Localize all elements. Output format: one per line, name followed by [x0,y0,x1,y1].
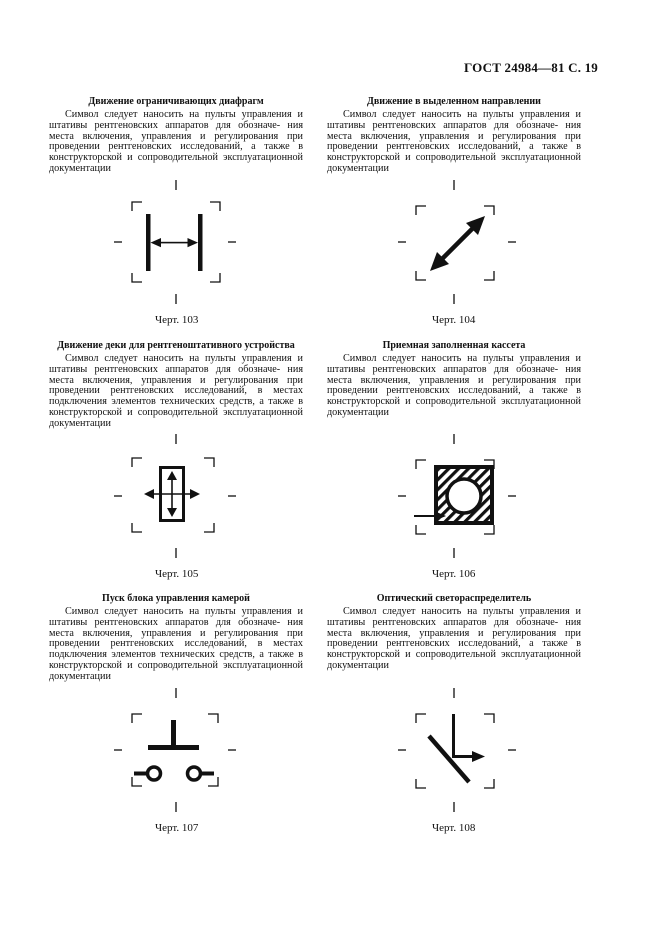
section-description: Символ следует наносить на пульты управления и штативы рентгеновских аппаратов для обозначе- ния места включения, управления и регулирования при проведении рентгеновских исследований, в местах подключения элементов технических средств, а также в конструкторской и сопроводительной эксплуатационной документации [49,606,304,682]
section-title: Оптический светораспределитель [376,593,532,604]
section-105 [49,340,303,430]
section-description: Символ следует наносить на пульты управления и штативы рентгеновских аппаратов для обозначе- ния места включения, управления и регулирования при проведении рентгеновских исследований, а также в конструкторской и сопроводительной эксплуатационной документации [327,606,582,671]
page-header: ГОСТ 24984—81 С. 19 [464,60,598,75]
section-description: Символ следует наносить на пульты управления и штативы рентгеновских аппаратов для обозначе- ния места включения, управления и регулирования при проведении рентгеновских исследований, а также в конструкторской и сопроводительной эксплуатационной документации [327,353,582,418]
section-103 [49,96,303,175]
figure-caption: Черт. 106 [432,568,476,580]
section-106 [327,340,581,419]
figure-caption: Черт. 107 [155,822,199,834]
camera-control-start-symbol [110,688,240,813]
section-description: Символ следует наносить на пульты управления и штативы рентгеновских аппаратов для обозначе- ния места включения, управления и регулирования при проведении рентгеновских исследований, а также в конструкторской и сопроводительной эксплуатационной документации [49,109,304,174]
section-107 [49,593,303,683]
section-description: Символ следует наносить на пульты управления и штативы рентгеновских аппаратов для обозначе- ния места включения, управления и регулирования при проведении рентгеновских исследований, в местах подключения элементов технических средств, а также в конструкторской и сопроводительной эксплуатационной документации [49,353,304,429]
section-title: Движение ограничивающих диафрагм [88,96,264,107]
section-104 [327,96,581,175]
section-title: Движение деки для рентгеноштативного устройства [57,340,295,351]
section-title: Движение в выделенном направлении [367,96,541,107]
directional-movement-symbol [392,180,522,305]
section-title: Приемная заполненная кассета [382,340,526,351]
figure-caption: Черт. 105 [155,568,199,580]
figure-caption: Черт. 108 [432,822,476,834]
table-movement-symbol [110,434,240,559]
loaded-cassette-symbol [392,434,522,559]
section-title: Пуск блока управления камерой [102,593,250,604]
figure-caption: Черт. 104 [432,314,476,326]
optical-light-distributor-symbol [392,688,522,813]
section-description: Символ следует наносить на пульты управления и штативы рентгеновских аппаратов для обозначе- ния места включения, управления и регулирования при проведении рентгеновских исследований, а также в конструкторской и сопроводительной эксплуатационной документации [327,109,582,174]
section-108 [327,593,581,672]
diaphragm-movement-symbol [110,180,240,305]
figure-caption: Черт. 103 [155,314,199,326]
